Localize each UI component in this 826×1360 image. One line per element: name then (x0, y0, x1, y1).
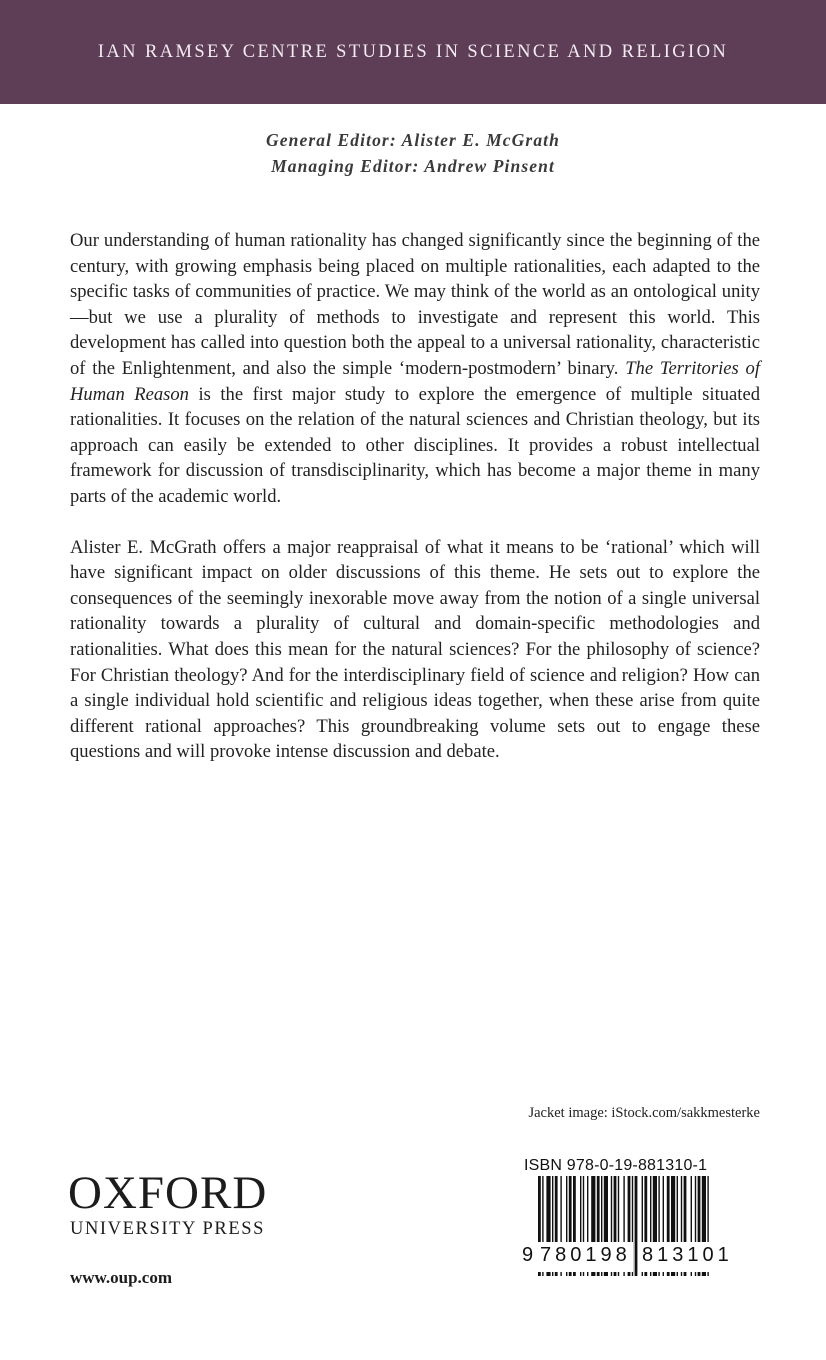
barcode-digits-group-1: 780198 (540, 1244, 631, 1266)
series-title: IAN RAMSEY CENTRE STUDIES IN SCIENCE AND RELIGION (97, 41, 729, 62)
oxford-logo-wordmark: OXFORD (68, 1167, 268, 1219)
description-paragraph-2: Alister E. McGrath offers a major reappraisal of what it means to be ‘rational’ which will have significant impact on older discussions of this theme. He sets out to explore the consequences of the seemingly inexorable move away from the notion of a single universal rationality towards a plurality of cultural and domain-specific methodologies and rationalities. What does this mean for the natural sciences? For the philosophy of science? For Christian theology? And for the interdisciplinary field of science and religion? How can a single individual hold scientific and religious ideas together, when these arise from quite different rational approaches? This groundbreaking volume sets out to engage these questions and will provoke intense discussion and debate. (70, 536, 760, 763)
description-paragraph-1 (70, 228, 760, 510)
jacket-image-credit: Jacket image: iStock.com/sakkmesterke (528, 1105, 760, 1121)
book-description (70, 228, 760, 790)
series-banner (0, 0, 826, 104)
publisher-website: www.oup.com (70, 1268, 173, 1287)
oxford-logo-subtitle: UNIVERSITY PRESS (70, 1219, 266, 1239)
book-title: The Territories of Human Reason (70, 357, 760, 405)
general-editor: General Editor: Alister E. McGrath (266, 130, 560, 150)
managing-editor: Managing Editor: Andrew Pinsent (271, 156, 555, 176)
isbn-label: ISBN 978-0-19-881310-1 (524, 1157, 708, 1174)
description-paragraph-1-start: Our understanding of human rationality has changed significantly since the beginning of the century, with growing emphasis being placed on multiple rationalities, each adapted to the specific tasks of communities of practice. We may think of the world as an ontological unity—but we use a plurality of methods to investigate and represent this world. This development has called into question both the appeal to a universal rationality, characteristic of the Enlightenment, and also the simple ‘modern-postmodern’ binary. (70, 230, 760, 379)
description-paragraph-1-end: is the first major study to explore the emergence of multiple situated rationalities. It focuses on the relation of the natural sciences and Christian theology, but its approach can easily be extended to other disciplines. It provides a robust intellectual framework for discussion of transdisciplinarity, which has become a major theme in many parts of the academic world. (70, 383, 760, 507)
editors-block (0, 127, 826, 179)
barcode-lead-digit: 9 (522, 1244, 534, 1266)
barcode-digits-group-2: 813101 (642, 1244, 733, 1266)
